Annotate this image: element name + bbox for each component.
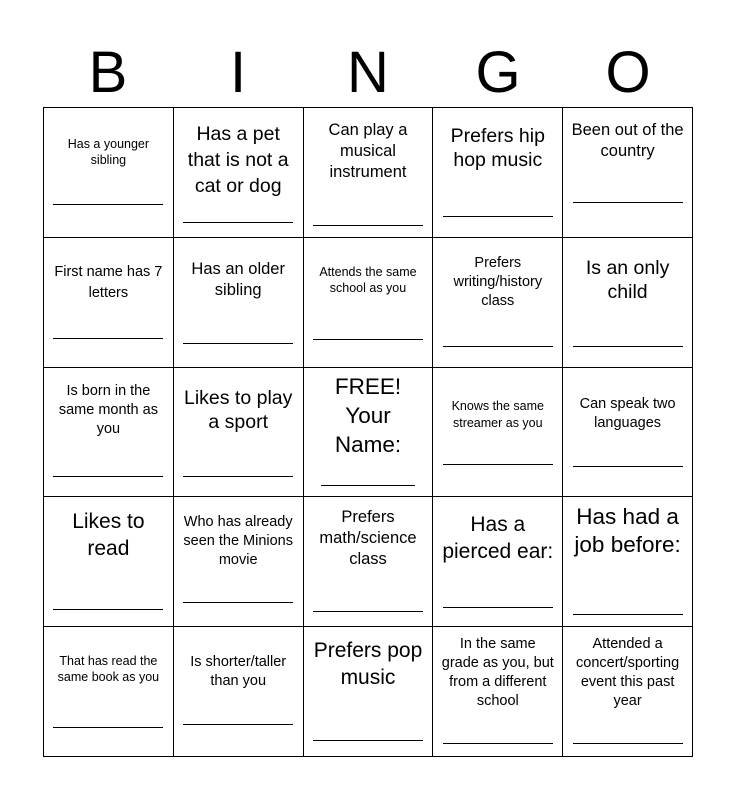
cell-prompt: Likes to play a sport xyxy=(183,386,293,433)
cell-answer-line xyxy=(53,609,163,610)
cell-answer-line xyxy=(313,225,423,226)
bingo-cell[interactable] xyxy=(563,238,693,368)
bingo-cell[interactable] xyxy=(433,627,563,757)
cell-answer-line xyxy=(183,602,293,603)
bingo-cell[interactable] xyxy=(563,627,693,757)
cell-prompt: Can play a musical instrument xyxy=(328,121,408,181)
bingo-cell[interactable] xyxy=(44,627,174,757)
cell-answer-line xyxy=(53,476,163,477)
cell-answer-line xyxy=(183,724,293,725)
cell-answer-line xyxy=(321,485,415,486)
bingo-cell[interactable] xyxy=(563,108,693,238)
cell-prompt: Is an only child xyxy=(585,256,670,303)
cell-prompt: Can speak two languages xyxy=(579,395,676,431)
bingo-cell[interactable] xyxy=(44,108,174,238)
header-letter-b: B xyxy=(88,40,128,105)
bingo-card-grid xyxy=(43,107,693,757)
bingo-cell[interactable] xyxy=(304,627,434,757)
cell-answer-line xyxy=(443,346,553,347)
bingo-header xyxy=(43,40,693,106)
cell-prompt: Has a pierced ear: xyxy=(442,513,554,564)
cell-answer-line xyxy=(573,743,683,744)
cell-answer-line xyxy=(53,338,163,339)
cell-prompt: Is shorter/taller than you xyxy=(190,654,287,690)
bingo-cell[interactable] xyxy=(44,238,174,368)
cell-answer-line xyxy=(313,611,423,612)
bingo-cell[interactable] xyxy=(304,497,434,627)
cell-prompt: Attends the same school as you xyxy=(319,264,417,295)
bingo-cell[interactable] xyxy=(433,497,563,627)
cell-prompt: Prefers pop music xyxy=(313,639,423,690)
cell-prompt: Is born in the same month as you xyxy=(58,382,158,437)
bingo-cell[interactable] xyxy=(433,368,563,498)
header-letter-n: N xyxy=(347,40,389,105)
bingo-cell[interactable] xyxy=(174,238,304,368)
cell-prompt: Attended a concert/sporting event this past year xyxy=(576,636,680,710)
header-letter-o: O xyxy=(605,40,651,105)
cell-prompt: Has a pet that is not a cat or dog xyxy=(187,123,289,197)
bingo-cell[interactable] xyxy=(44,497,174,627)
cell-answer-line xyxy=(573,614,683,615)
bingo-cell[interactable] xyxy=(563,368,693,498)
cell-answer-line xyxy=(313,740,423,741)
bingo-cell[interactable] xyxy=(174,497,304,627)
bingo-cell[interactable] xyxy=(304,368,434,498)
bingo-cell[interactable] xyxy=(433,238,563,368)
bingo-cell[interactable] xyxy=(433,108,563,238)
cell-answer-line xyxy=(53,204,163,205)
cell-prompt: FREE! Your Name: xyxy=(334,373,402,457)
cell-prompt: Has had a job before: xyxy=(574,504,681,558)
cell-answer-line xyxy=(313,339,423,340)
bingo-cell[interactable] xyxy=(304,238,434,368)
bingo-cell[interactable] xyxy=(174,108,304,238)
cell-answer-line xyxy=(183,222,293,223)
bingo-cell[interactable] xyxy=(174,368,304,498)
cell-prompt: Been out of the country xyxy=(571,121,684,160)
bingo-cell[interactable] xyxy=(44,368,174,498)
cell-prompt: In the same grade as you, but from a different school xyxy=(441,636,554,710)
cell-answer-line xyxy=(573,202,683,203)
header-letter-i: I xyxy=(229,40,247,105)
cell-prompt: Prefers math/science class xyxy=(319,508,417,569)
bingo-cell[interactable] xyxy=(174,627,304,757)
cell-answer-line xyxy=(443,743,553,744)
cell-answer-line xyxy=(443,607,553,608)
cell-answer-line xyxy=(53,727,163,728)
cell-answer-line xyxy=(443,216,553,217)
cell-answer-line xyxy=(183,476,293,477)
cell-prompt: Knows the same streamer as you xyxy=(451,398,544,430)
cell-prompt: First name has 7 letters xyxy=(54,263,163,301)
cell-prompt: Prefers writing/history class xyxy=(453,254,543,309)
cell-prompt: Likes to read xyxy=(72,510,145,561)
bingo-cell[interactable] xyxy=(304,108,434,238)
cell-prompt: Who has already seen the Minions movie xyxy=(183,514,293,569)
cell-prompt: Prefers hip hop music xyxy=(450,125,545,171)
header-letter-g: G xyxy=(475,40,521,105)
cell-prompt: Has an older sibling xyxy=(191,259,285,299)
cell-prompt: That has read the same book as you xyxy=(57,654,160,685)
cell-prompt: Has a younger sibling xyxy=(67,137,150,167)
cell-answer-line xyxy=(443,464,553,465)
cell-answer-line xyxy=(573,346,683,347)
cell-answer-line xyxy=(183,343,293,344)
cell-answer-line xyxy=(573,466,683,467)
bingo-cell[interactable] xyxy=(563,497,693,627)
